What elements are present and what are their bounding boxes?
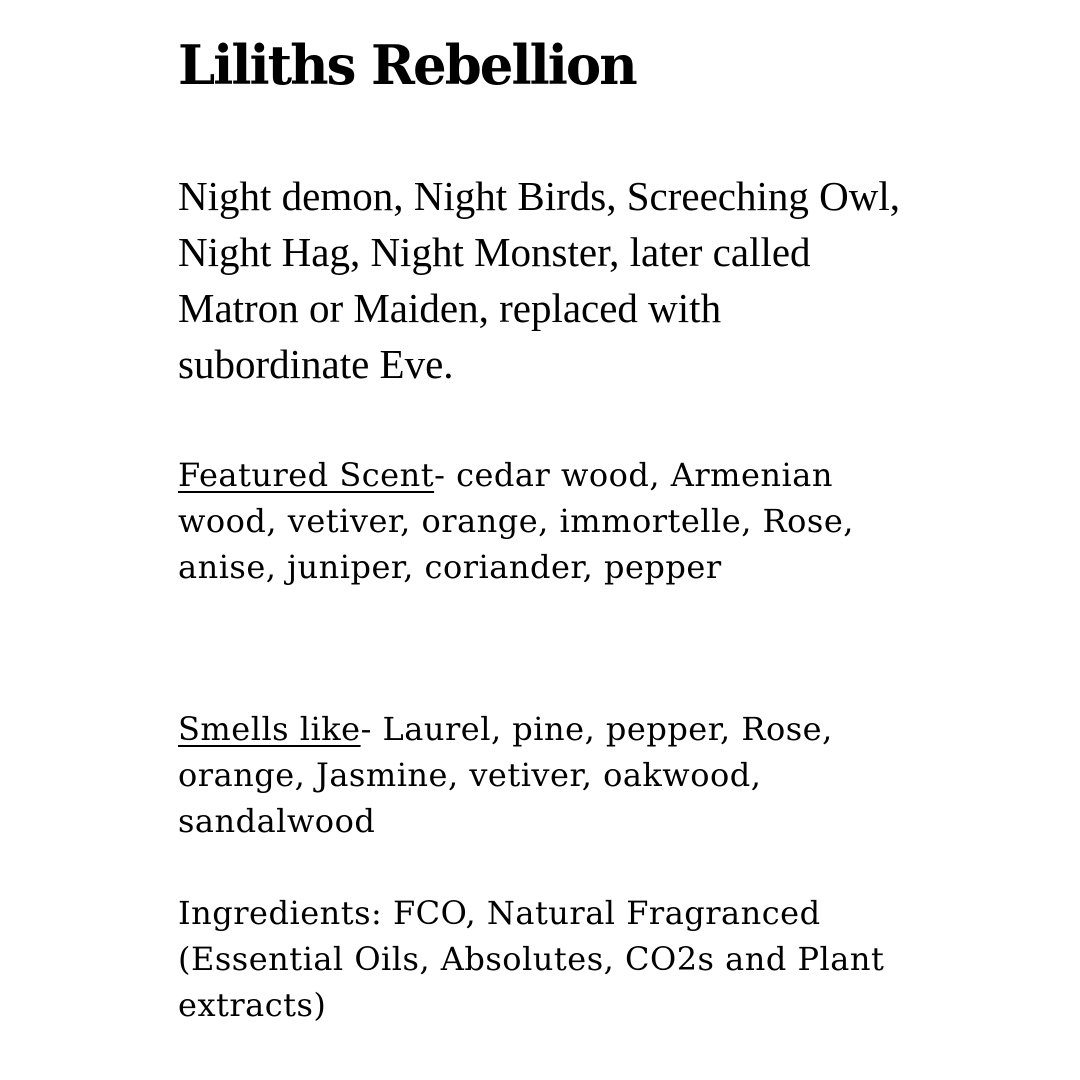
smells-like-label: Smells like [178,710,361,748]
smells-like-separator: - [360,710,383,748]
smells-like-notes: Laurel, pine, pepper, Rose, orange, Jasmine, vetiver, oakwood, sandalwood [178,710,833,840]
product-sheet [178,30,938,1024]
featured-scent-label: Featured Scent [178,456,435,494]
description: Night demon, Night Birds, Screeching Owl, Night Hag, Night Monster, later called Matron or Maiden, replaced with subordinate Eve. [178,173,900,387]
page-title: Liliths Rebellion [178,33,636,97]
featured-scent-separator: - [434,456,457,494]
smells-like-section [178,706,938,844]
featured-scent-notes: cedar wood, Armenian wood, vetiver, orange, immortelle, Rose, anise, juniper, coriander, pepper [178,456,854,586]
featured-scent-section [178,452,938,590]
ingredients: Ingredients: FCO, Natural Fragranced (Essential Oils, Absolutes, CO2s and Plant extracts) [178,894,885,1024]
